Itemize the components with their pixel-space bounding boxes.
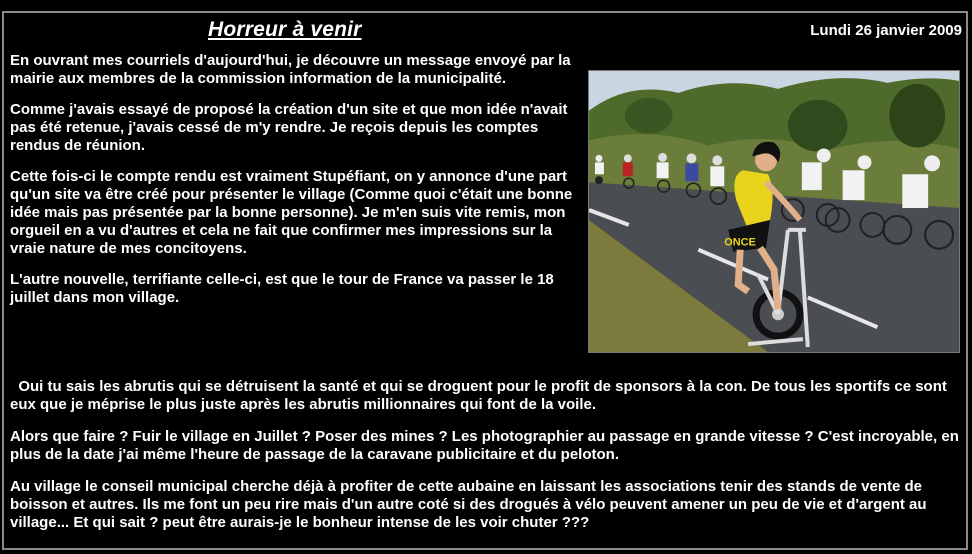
post-date: Lundi 26 janvier 2009 (810, 22, 962, 39)
paragraph: L'autre nouvelle, terrifiante celle-ci, est que le tour de France va passer le 18 juillet dans mon village. (10, 271, 554, 306)
tree (788, 100, 848, 152)
paragraph: Cette fois-ci le compte rendu est vraiment Stupéfiant, on y annonce d'une part qu'un site va être créé pour présenter le village (Comme quoi c'était une bonne idée mais pas présentée par la bonne personne). Je m'en suis vite remis, mon orgueil en a vu d'autres et cela ne fait que confirmer mes impressions sur la vraie nature de mes concitoyens. (10, 168, 573, 257)
cyclists-photo (588, 70, 960, 353)
paragraph: Alors que faire ? Fuir le village en Juillet ? Poser des mines ? Les photographier au passage en grande vitesse ? C'est incroyable, en plus de la date j'ai même l'heure de passage de la caravane publicitaire et du peloton. (10, 428, 959, 463)
cyclists-illustration (589, 71, 959, 352)
paragraph: En ouvrant mes courriels d'aujourd'hui, je découvre un message envoyé par la mairie aux membres de la commission information de la municipalité. (10, 52, 571, 87)
paragraph: Oui tu sais les abrutis qui se détruisent la santé et qui se droguent pour le profit de sponsors à la con. De tous les sportifs ce sont eux que je méprise le plus juste après les abrutis millionnaires qui font de la voile. (10, 378, 952, 413)
post-body-bottom (10, 378, 960, 546)
post-title: Horreur à venir (208, 18, 362, 41)
tree (889, 84, 945, 148)
post-body-top (10, 52, 576, 320)
tree (625, 98, 673, 134)
jersey-text: ONCE (724, 236, 756, 249)
paragraph: Comme j'avais essayé de proposé la création d'un site et que mon idée n'avait pas été retenue, j'avais cessé de m'y rendre. Je reçois depuis les comptes rendus de réunion. (10, 101, 568, 154)
paragraph: Au village le conseil municipal cherche déjà à profiter de cette aubaine en laissant les associations tenir des stands de vente de boisson et autres. Ils me font un peu rire mais d'un autre coté si des drogués à vélo peuvent amener un peu de vie et d'argent au village... Et qui sait ? peut être aurais-je le bonheur intense de les voir chuter ??? (10, 478, 927, 531)
